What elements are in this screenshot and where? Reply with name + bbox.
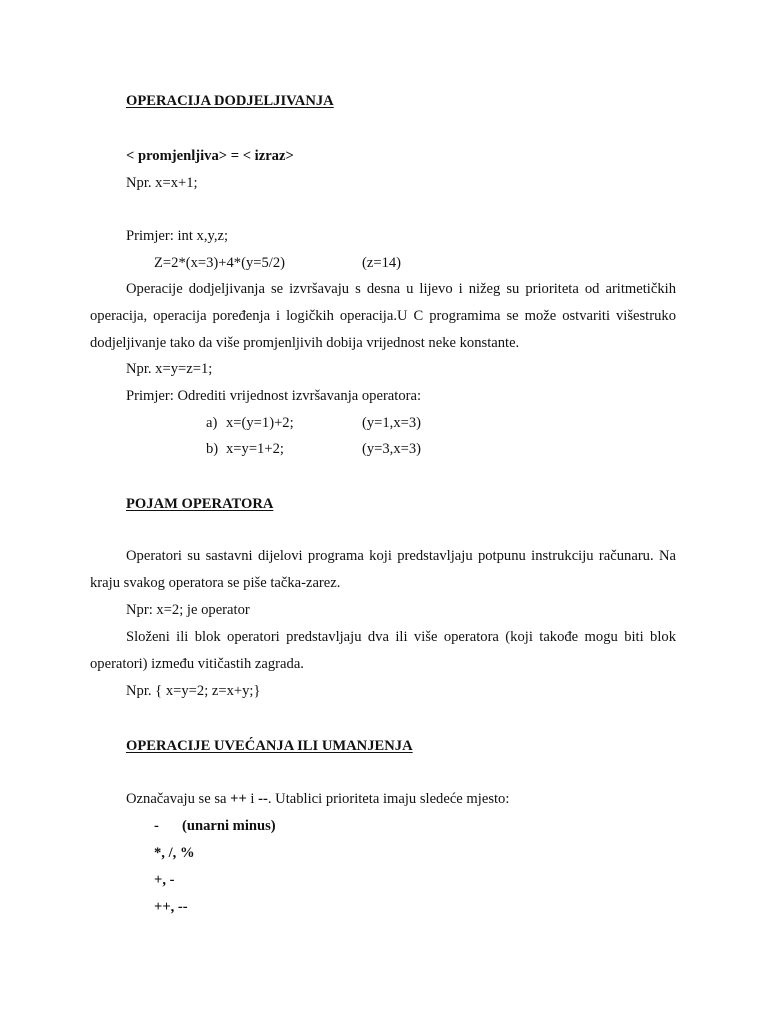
paragraph-line: Operatori su sastavni dijelovi programa koji predstavljaju potpunu instrukciju računaru. Na [126, 548, 676, 564]
example-line: Npr. x=y=z=1; [126, 361, 213, 377]
example-line: Primjer: Odrediti vrijednost izvršavanja operatora: [126, 388, 422, 404]
intro-suffix: . Utablici prioriteta imaju sledeće mjesto: [267, 791, 510, 807]
intro-mid: i [246, 791, 259, 807]
section-heading-assignment: OPERACIJA DODJELJIVANJA [126, 93, 334, 109]
list-item-expression: x=y=1+2; [226, 441, 284, 457]
list-item-result: (y=1,x=3) [362, 415, 422, 431]
priority-item: ++, -- [154, 899, 188, 915]
paragraph-line: dodjeljivanje tako da više promjenljivih dobija vrijednost neke konstante. [90, 335, 520, 351]
example-line: Npr. x=x+1; [126, 175, 198, 191]
section-heading-increment-decrement: OPERACIJE UVEĆANJA ILI UMANJENJA [126, 738, 413, 754]
list-item-label: b) [206, 441, 219, 457]
example-line: Npr. { x=y=2; z=x+y;} [126, 683, 261, 699]
example-line: Npr: x=2; je operator [126, 602, 250, 618]
syntax-line: < promjenljiva> = < izraz> [126, 148, 294, 164]
priority-item: +, - [154, 872, 175, 888]
paragraph-line: operacija, operacija poređenja i logičkih operacija.U C programima se može ostvariti višestruko [90, 308, 676, 324]
paragraph-line: kraju svakog operatora se piše tačka-zarez. [90, 575, 341, 591]
intro-line [126, 792, 509, 807]
example-line: Primjer: int x,y,z; [126, 228, 229, 244]
list-item-result: (y=3,x=3) [362, 441, 422, 457]
section-heading-operator-concept: POJAM OPERATORA [126, 496, 274, 512]
increment-operator: ++ [230, 791, 247, 807]
priority-item: *, /, % [154, 845, 195, 861]
intro-prefix: Označavaju se sa [126, 791, 231, 807]
priority-item-symbol: - [154, 818, 159, 834]
paragraph-line: operatori) između vitičastih zagrada. [90, 656, 304, 672]
paragraph-line: Složeni ili blok operatori predstavljaju dva ili više operatora (koji takođe mogu biti blok [126, 629, 676, 645]
priority-item-note: (unarni minus) [182, 818, 276, 834]
expression-result: (z=14) [362, 255, 402, 271]
expression-line: Z=2*(x=3)+4*(y=5/2) [154, 255, 286, 271]
decrement-operator: -- [258, 791, 268, 807]
paragraph-line: Operacije dodjeljivanja se izvršavaju s desna u lijevo i nižeg su prioriteta od aritmetičkih [126, 281, 676, 297]
list-item-label: a) [206, 415, 218, 431]
list-item-expression: x=(y=1)+2; [226, 415, 294, 431]
